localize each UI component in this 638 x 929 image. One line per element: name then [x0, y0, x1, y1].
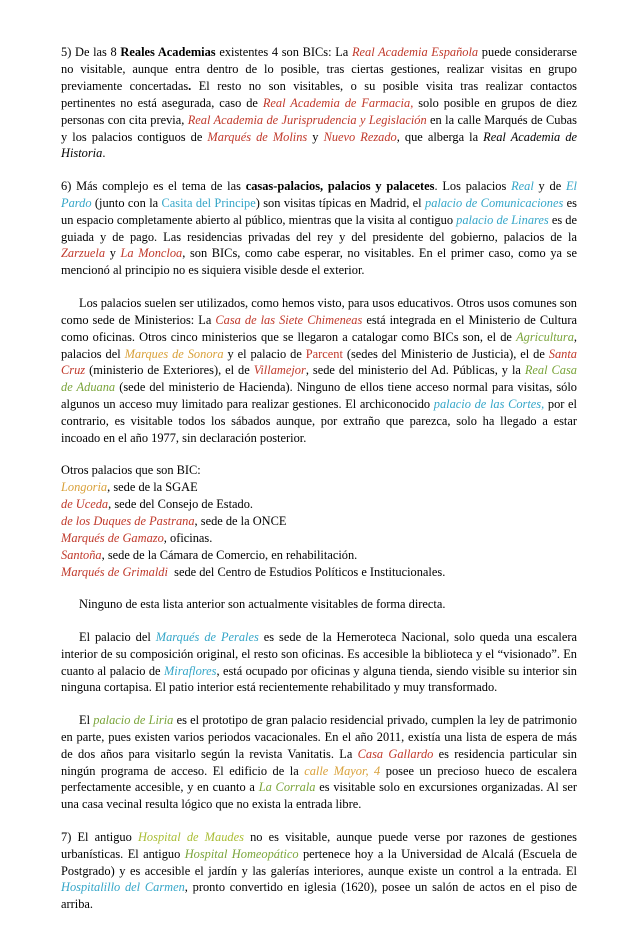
text: pertenece hoy a la Universidad de Alcalá (Escuela de Postgrado) y es accesible el jardín y las galerías interiores, aunque existe un control a la entrada. El [61, 846, 578, 878]
list-item [61, 479, 577, 496]
link-zarzuela[interactable]: Zarzuela [61, 246, 106, 261]
link-el-pardo[interactable]: El Pardo [61, 178, 577, 210]
link-la-moncloa[interactable]: La Moncloa [120, 246, 183, 261]
text: Los palacios suelen ser utilizados, como hemos visto, para usos educativos. Otros usos comunes son como sede de Ministerios: La [61, 295, 577, 327]
link-real-casa-aduana[interactable]: Real Casa de Aduana [61, 363, 578, 395]
bic-palace-list [61, 462, 577, 580]
text: , sede del ministerio del Ad. Públicas, y la [305, 363, 525, 378]
paragraph-no-visitables [61, 596, 577, 613]
text: por el contrario, es visitable todos los sábados aunque, por extraño que parezca, solo ha llegado a estar incoado en el año 1977, sin declaración posterior. [61, 397, 578, 446]
list-item [61, 496, 577, 513]
text: ) son visitas típicas en Madrid, el [255, 195, 426, 210]
link-hospital-maudes[interactable]: Hospital de Maudes [137, 829, 244, 844]
link-agricultura[interactable]: Agricultura [516, 329, 574, 344]
text: es residencia particular sin ningún programa de acceso. El edificio de la [61, 746, 577, 778]
link-palacio-real[interactable]: Real [511, 178, 534, 193]
text: , oficinas. [163, 531, 213, 546]
text: es de guiada y de pago. Las residencias privadas del rey y del presidente del gobierno, palacios de la [61, 212, 577, 244]
paragraph-reales-academias [61, 44, 577, 162]
link-longoria[interactable]: Longoria [61, 480, 108, 495]
link-uceda[interactable]: de Uceda [61, 497, 109, 512]
text: y [105, 246, 121, 261]
bold-term: Reales Academias [120, 45, 216, 59]
text: (sedes del Ministerio de Justicia), el de [342, 346, 549, 361]
text: no es visitable, aunque puede verse por razones de gestiones urbanísticas. El antiguo [61, 829, 577, 861]
link-palacio-comunicaciones[interactable]: palacio de Comunicaciones [425, 195, 564, 210]
link-miraflores[interactable]: Miraflores [163, 663, 217, 678]
text: . [102, 146, 106, 161]
link-academia-farmacia[interactable]: Real Academia de Farmacia, [262, 95, 414, 110]
text: , sede de la SGAE [107, 480, 198, 495]
bold-dot: . [188, 78, 192, 93]
link-casita-del-principe[interactable]: Casita del Principe [161, 195, 256, 210]
link-marques-perales[interactable]: Marqués de Perales [155, 629, 259, 644]
list-item [61, 513, 577, 530]
text: , sede de la Cámara de Comercio, en rehabilitación. [101, 547, 358, 562]
text: puede considerarse no visitable, aunque entra dentro de lo posible, tras ciertas gestiones, realizar visitas en grupo previamente concertadas [61, 45, 577, 93]
paragraph-perales [61, 629, 577, 697]
paragraph-palacios [61, 178, 577, 279]
text: (junto con la [91, 195, 162, 210]
text: y de [533, 178, 566, 193]
document-page [61, 44, 577, 929]
text: en la calle Marqués de Cubas y los palacios contiguos de [61, 112, 577, 144]
text: , que alberga la [396, 129, 484, 144]
text: solo posible en grupos de diez personas con cita previa, [61, 95, 577, 127]
link-casa-gallardo[interactable]: Casa Gallardo [357, 746, 434, 761]
text: , son BICs, como cabe esperar, no visitables. En el primer caso, como ya se mencionó al principio no es siquiera visible desde el exterior. [61, 246, 577, 278]
text: (sede del ministerio de Hacienda). Ninguno de ellos tiene acceso normal para visitas, sólo algunos un acceso muy limitado para realizar gestiones. El archiconocido [61, 380, 577, 412]
paragraph-ministerios [61, 295, 577, 447]
text: y el palacio de [223, 346, 306, 361]
text: , está ocupado por oficinas y alguna tienda, siendo visible su interior sin ninguna cortapisa. El patio interior está recientemente rehabilitado y muy transformado. [61, 663, 577, 695]
link-parcent[interactable]: Parcent [305, 346, 343, 361]
link-santona[interactable]: Santoña [61, 547, 102, 562]
text: y [307, 129, 324, 144]
text: es el prototipo de gran palacio residencial privado, cumplen la ley de patrimonio en parte, pues existen varios periodos vacacionales. En el año 2011, existía una lista de espera de más de dos años para visitarlo según la revista Vanitatis. La [61, 712, 577, 761]
text: , sede del Consejo de Estado. [108, 497, 254, 512]
link-real-academia-espanola[interactable]: Real Academia Española [351, 45, 479, 59]
real-academia-historia: Real Academia de Historia [61, 129, 578, 161]
paragraph-liria [61, 712, 577, 813]
text: (ministerio de Exteriores), el de [85, 363, 254, 378]
text: 7) El antiguo [61, 829, 138, 844]
link-palacio-linares[interactable]: palacio de Linares [456, 212, 549, 227]
link-casa-siete-chimeneas[interactable]: Casa de las Siete Chimeneas [215, 312, 363, 327]
text: es sede de la Hemeroteca Nacional, solo queda una escalera interior de su composición original, el resto son oficinas. Es accesible la biblioteca y el “visionado”. En cuanto al palacio de [61, 629, 577, 678]
link-marques-grimaldi[interactable]: Marqués de Grimaldi [61, 564, 168, 579]
list-heading: Otros palacios que son BIC: [61, 463, 201, 478]
link-marques-de-molins[interactable]: Marqués de Molins [207, 129, 308, 144]
link-villamejor[interactable]: Villamejor [253, 363, 306, 378]
link-palacio-cortes[interactable]: palacio de las Cortes, [433, 397, 545, 412]
text: existentes 4 son BICs: La [215, 45, 352, 59]
text: 5) De las 8 [61, 45, 121, 59]
text: 6) Más complejo es el tema de las [61, 178, 246, 193]
text: Ninguno de esta lista anterior son actualmente visitables de forma directa. [79, 597, 446, 612]
text: . Los palacios [434, 178, 512, 193]
text: , pronto convertido en iglesia (1620), posee un salón de actos en el piso de arriba. [61, 880, 577, 912]
paragraph-hospitales [61, 829, 577, 914]
text: es visitable solo en excursiones organizadas. Al ser una casa vecinal resulta lógico que no exista la entrada libre. [61, 780, 577, 812]
link-duques-pastrana[interactable]: de los Duques de Pastrana [61, 514, 195, 529]
link-calle-mayor[interactable]: calle Mayor, 4 [304, 763, 381, 778]
text: El resto no son visitables, o su posible visita tras realizar contactos pertinentes no está asegurada, caso de [61, 78, 577, 110]
link-santa-cruz[interactable]: Santa Cruz [61, 346, 577, 378]
link-hospital-homeopatico[interactable]: Hospital Homeopático [184, 846, 299, 861]
text: sede del Centro de Estudios Políticos e Institucionales. [167, 564, 446, 579]
text: posee un precioso hueco de escalera perfectamente accesible, y en cuanto a [61, 763, 577, 795]
link-la-corrala[interactable]: La Corrala [258, 780, 316, 795]
list-item [61, 564, 577, 581]
link-palacio-liria[interactable]: palacio de Liria [93, 712, 174, 727]
link-nuevo-rezado[interactable]: Nuevo Rezado [323, 129, 397, 144]
link-marques-de-sonora[interactable]: Marques de Sonora [124, 346, 224, 361]
text: El [79, 712, 94, 727]
link-marques-gamazo[interactable]: Marqués de Gamazo [61, 531, 164, 546]
text: es un espacio completamente abierto al público, mientras que la visita al contiguo [61, 195, 577, 227]
list-item [61, 547, 577, 564]
link-hospitalillo-carmen[interactable]: Hospitalillo del Carmen [61, 880, 185, 895]
link-academia-jurisprudencia[interactable]: Real Academia de Jurisprudencia y Legislación [187, 112, 427, 127]
text: , palacios del [61, 329, 577, 361]
text: está integrada en el Ministerio de Cultura como oficinas. Otros cinco ministerios que se llegaron a catalogar como BICs son, el de [61, 312, 577, 344]
bold-term: casas-palacios, palacios y palacetes [245, 178, 435, 193]
list-item [61, 530, 577, 547]
text: El palacio del [79, 629, 156, 644]
text: , sede de la ONCE [194, 514, 287, 529]
